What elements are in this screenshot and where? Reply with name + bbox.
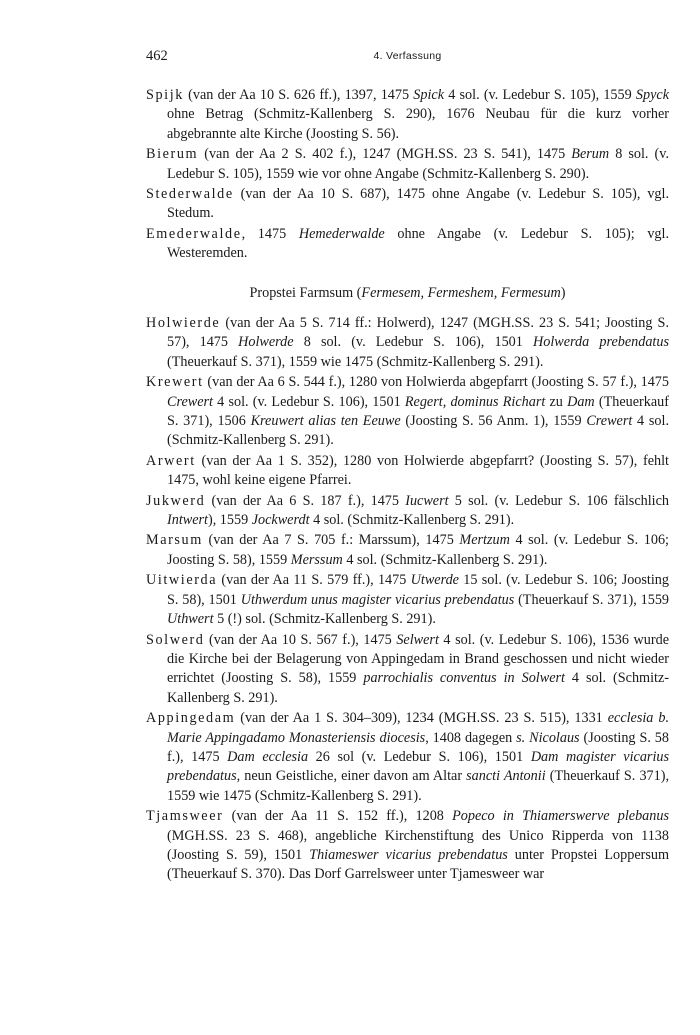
place-name: Solwerd	[146, 631, 205, 648]
entries-group-1	[146, 86, 669, 265]
text-run: (Joosting S. 58 f.), 1475	[167, 729, 669, 765]
text-run: (van der Aa 6 S. 544 f.), 1280 von Holwierda abgepfarrt (Joosting S. 57 f.), 1475	[203, 374, 669, 391]
italic-text: sancti Antonii	[466, 768, 546, 785]
text-run: 4 sol. (Schmitz-Kallenberg S. 291).	[167, 670, 669, 706]
italic-text: Dam magister vicarius prebendatus	[167, 748, 669, 785]
text-run: (Theuerkauf S. 371), 1559	[514, 591, 670, 608]
text-run: (van der Aa 10 S. 567 f.), 1475	[204, 631, 397, 648]
entry-appingedam	[146, 709, 669, 806]
place-name: Emederwalde	[146, 225, 242, 242]
italic-text: parrochialis conventus in Solwert	[363, 670, 565, 687]
text-run: ohne Angabe (v. Ledebur S. 105); vgl. Westeremden.	[167, 225, 669, 262]
place-name: Jukwerd	[146, 492, 206, 509]
text-run: (van der Aa 7 S. 705 f.: Marssum), 1475	[202, 532, 460, 549]
entry-solwerd	[146, 631, 669, 709]
text-run: (van der Aa 2 S. 402 f.), 1247 (MGH.SS. 23 S. 541), 1475	[198, 146, 572, 163]
text-run: 5 sol. (v. Ledebur S. 106 fälschlich	[448, 492, 669, 509]
italic-text: Selwert	[396, 631, 439, 648]
place-name: Bierum	[146, 146, 199, 163]
place-name: Arwert	[146, 452, 196, 469]
italic-text: Spick	[413, 87, 445, 103]
text-run: Propstei Farmsum (	[249, 285, 362, 301]
italic-text: Intwert	[167, 512, 208, 529]
italic-text: Crewert	[167, 393, 213, 410]
italic-text: Fermesem, Fermeshem, Fermesum	[361, 285, 561, 301]
page-number: 462	[146, 48, 168, 64]
text-run: 4 sol. (v. Ledebur S. 106), 1536 wurde die Kirche bei der Belagerung von Appingedam in Brand geschossen und nicht wieder errichtet (Joosting S. 58), 1559	[167, 631, 669, 687]
entry-marsum	[146, 531, 669, 570]
text-run: 5 (!) sol. (Schmitz-Kallenberg S. 291).	[213, 611, 436, 628]
text-run: (van der Aa 5 S. 714 ff.: Holwerd), 1247 (MGH.SS. 23 S. 541; Joosting S. 57), 1475	[167, 315, 669, 351]
italic-text: Regert, dominus Richart	[404, 393, 546, 410]
entry-stederwalde	[146, 185, 669, 224]
text-run: ohne Betrag (Schmitz-Kallenberg S. 290), 1676 Neubau für die kurz vorher abgebrannte alte Kirche (Joosting S. 56).	[167, 106, 669, 142]
text-run: 15 sol. (v. Ledebur S. 106; Joosting S. 58), 1501	[167, 572, 669, 608]
text-run: 8 sol. (v. Ledebur S. 105), 1559 wie vor ohne Angabe (Schmitz-Kallenberg S. 290).	[167, 146, 669, 182]
place-name: Holwierde	[146, 315, 221, 331]
place-name: Stederwalde	[146, 186, 234, 203]
page-header	[146, 48, 669, 68]
text-run: ), 1559	[207, 512, 252, 529]
italic-text: Uthwert	[167, 611, 214, 628]
italic-text: Utwerde	[410, 572, 459, 589]
text-run: zu	[545, 393, 568, 410]
text-run: 4 sol. (Schmitz-Kallenberg S. 291).	[309, 512, 515, 529]
italic-text: Hemederwalde	[298, 225, 385, 242]
italic-text: Dam	[567, 393, 595, 410]
italic-text: Berum	[571, 146, 610, 163]
italic-text: Jockwerdt	[251, 512, 310, 529]
text-run: 4 sol. (v. Ledebur S. 106), 1501	[212, 393, 405, 410]
italic-text: Crewert	[586, 413, 633, 430]
entry-spijk	[146, 86, 669, 144]
text-run: )	[560, 285, 566, 301]
text-run: (van der Aa 11 S. 152 ff.), 1208	[223, 808, 453, 825]
italic-text: Holwerde	[238, 334, 294, 351]
text-run: , neun Geistliche, einer davon am Altar	[236, 768, 467, 785]
italic-text: Thiameswer vicarius prebendatus	[309, 846, 508, 863]
italic-text: s. Nicolaus	[516, 729, 580, 746]
entry-emederwalde	[146, 225, 669, 264]
text-run: (van der Aa 1 S. 304–309), 1234 (MGH.SS. 23 S. 515), 1331	[235, 710, 608, 727]
text-run: 4 sol. (Schmitz-Kallenberg S. 291).	[167, 413, 669, 449]
entry-tjamsweer	[146, 807, 669, 885]
italic-text: Dam ecclesia	[227, 748, 309, 765]
text-run: (van der Aa 6 S. 187 f.), 1475	[205, 492, 406, 509]
italic-text: Merssum	[290, 551, 343, 568]
text-run: (MGH.SS. 23 S. 468), angebliche Kirchenstiftung des Unico Ripperda von 1138 (Joosting S. 59), 1501	[167, 827, 669, 863]
text-run: (Theuerkauf S. 371), 1506	[167, 393, 669, 430]
italic-text: Holwerda prebendatus	[533, 334, 669, 351]
italic-text: Iucwert	[405, 492, 449, 509]
entry-holwierde	[146, 314, 669, 372]
italic-text: Spyck	[635, 87, 669, 103]
text-run: 4 sol. (v. Ledebur S. 106; Joosting S. 58), 1559	[167, 532, 669, 568]
place-name: Tjamsweer	[146, 808, 224, 825]
text-run: , 1475	[241, 225, 299, 242]
text-run: unter Propstei Loppersum (Theuerkauf S. 370). Das Dorf Garrelsweer unter Tjamesweer war	[167, 846, 670, 883]
italic-text: ecclesia b. Marie Appingadamo Monasteriensis diocesis	[167, 710, 669, 746]
italic-text: Kreuwert alias ten Eeuwe	[250, 413, 401, 430]
place-name: Spijk	[146, 87, 184, 103]
place-name: Krewert	[146, 374, 204, 391]
text-run: 4 sol. (Schmitz-Kallenberg S. 291).	[342, 551, 548, 568]
section-heading	[146, 285, 669, 302]
entries-group-2	[146, 314, 669, 886]
text-run: (Joosting S. 56 Anm. 1), 1559	[400, 413, 587, 430]
entry-bierum	[146, 145, 669, 184]
text-run: (van der Aa 11 S. 579 ff.), 1475	[217, 572, 411, 589]
text-run: , 1408 dagegen	[425, 729, 517, 746]
italic-text: Mertzum	[459, 532, 510, 549]
italic-text: Popeco in Thiamerswerve plebanus	[452, 808, 669, 825]
text-run: (van der Aa 10 S. 626 ff.), 1397, 1475	[183, 87, 414, 103]
italic-text: Uthwerdum unus magister vicarius prebendatus	[240, 591, 515, 608]
running-title: 4. Verfassung	[373, 50, 442, 62]
entry-jukwerd	[146, 492, 669, 531]
text-run: 4 sol. (v. Ledebur S. 105), 1559	[444, 87, 636, 103]
text-run: (Theuerkauf S. 371), 1559 wie 1475 (Schmitz-Kallenberg S. 291).	[167, 353, 544, 370]
place-name: Appingedam	[146, 710, 236, 727]
text-run: (van der Aa 10 S. 687), 1475 ohne Angabe (v. Ledebur S. 105), vgl. Stedum.	[167, 186, 669, 222]
entry-arwert	[146, 452, 669, 491]
entry-uitwierda	[146, 571, 669, 629]
entry-krewert	[146, 373, 669, 451]
text-run: (van der Aa 1 S. 352), 1280 von Holwierde abgepfarrt? (Joosting S. 57), fehlt 1475, wohl keine eigene Pfarrei.	[167, 452, 669, 489]
text-run: (Theuerkauf S. 371), 1559 wie 1475 (Schmitz-Kallenberg S. 291).	[167, 768, 669, 804]
text-run: 26 sol (v. Ledebur S. 106), 1501	[308, 748, 531, 765]
text-run: 8 sol. (v. Ledebur S. 106), 1501	[293, 334, 533, 351]
place-name: Uitwierda	[146, 572, 218, 589]
place-name: Marsum	[146, 532, 203, 549]
